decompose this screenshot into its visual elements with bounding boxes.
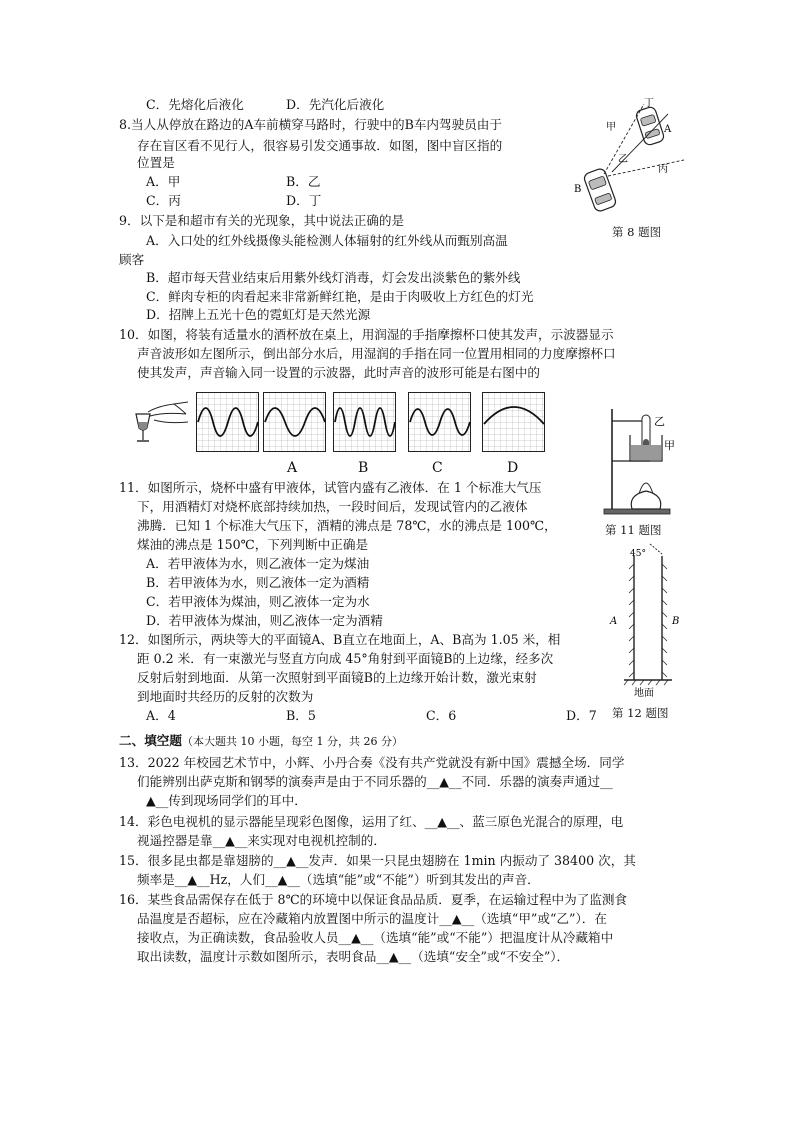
q13-line-2: 们能辨别出萨克斯和钢琴的演奏声是由于不同乐器的__▲__不同．乐器的演奏声通过__ xyxy=(137,774,613,789)
section-2-note: （本大题共 10 小题，每空 1 分，共 26 分） xyxy=(181,735,403,748)
section-2-heading xyxy=(119,733,403,750)
q15-line-2: 频率是__▲__Hz，人们__▲__（选填“能”或“不能”）听到其发出的声音． xyxy=(137,872,540,887)
q12-line-3: 反射后射到地面．从第一次照射到平面镜B的上边缘开始计数，激光束射 xyxy=(137,670,537,685)
q14-line-2: 视遥控器是靠__▲__来实现对电视机控制的． xyxy=(137,833,386,848)
q11-label-jia: 甲 xyxy=(664,439,675,452)
q10-line-3: 使其发声，声音输入同一设置的示波器，此时声音的波形可能是右图中的 xyxy=(137,365,540,380)
q11-option-b: B．若甲液体为水，则乙液体一定为酒精 xyxy=(146,575,370,590)
q8-option-c: C．丙 xyxy=(146,193,181,208)
waveform-original xyxy=(196,392,259,452)
q11-line-1: 11．如图所示，烧杯中盛有甲液体，试管内盛有乙液体．在 1 个标准大气压 xyxy=(119,480,542,495)
q16-line-1: 16．某些食品需保存在低于 8℃的环境中以保证食品品质．夏季，在运输过程中为了监测食 xyxy=(119,892,628,907)
waveform-d[interactable] xyxy=(482,392,545,452)
waveform-label-a: A xyxy=(287,460,298,476)
q13-line-3: ▲__传到现场同学们的耳中． xyxy=(146,793,307,808)
q8-caption: 第 8 题图 xyxy=(612,225,662,239)
q8-line-3: 位置是 xyxy=(137,155,175,170)
q11-option-d: D．若甲液体为煤油，则乙液体一定为酒精 xyxy=(146,613,383,628)
q9-stem: 9．以下是和超市有关的光现象，其中说法正确的是 xyxy=(119,213,405,228)
q12-option-d: D．7 xyxy=(566,708,597,723)
q12-line-2: 距 0.2 米．有一束激光与竖直方向成 45°角射到平面镜B的上边缘，经多次 xyxy=(137,651,554,666)
q12-option-b: B．5 xyxy=(286,708,316,723)
q8-figure xyxy=(572,96,692,222)
q8-label-a: A xyxy=(664,124,672,135)
q8-option-d: D．丁 xyxy=(286,193,322,208)
q15-line-1: 15．很多昆虫都是靠翅膀的__▲__发声．如果一只昆虫翅膀在 1min 内振动了 38400 次，其 xyxy=(119,853,636,868)
q11-line-2: 下，用酒精灯对烧杯底部持续加热，一段时间后，发现试管内的乙液体 xyxy=(137,499,528,514)
q11-line-3: 沸腾．已知 1 个标准大气压下，酒精的沸点是 78℃，水的沸点是 100℃， xyxy=(137,518,557,533)
section-2-title: 二、填空题 xyxy=(119,733,182,748)
q11-option-c: C．若甲液体为煤油，则乙液体一定为水 xyxy=(146,594,370,609)
q7-option-c: C．先熔化后液化 xyxy=(146,97,244,112)
q9-option-d: D．招牌上五光十色的霓虹灯是天然光源 xyxy=(146,307,371,322)
q8-label-ding: 丁 xyxy=(644,98,654,109)
q14-line-1: 14．彩色电视机的显示器能呈现彩色图像，运用了红、__▲__、蓝三原色光混合的原理，电 xyxy=(119,814,624,829)
q8-option-a: A．甲 xyxy=(146,174,181,189)
q9-option-a-cont: 顾客 xyxy=(119,252,145,267)
q7-option-d: D．先汽化后液化 xyxy=(286,97,385,112)
q16-line-4: 取出读数，温度计示数如图所示，表明食品__▲__（选填“安全”或“不安全”）． xyxy=(137,949,570,964)
q12-label-b: B xyxy=(672,616,680,627)
q12-option-c: C．6 xyxy=(426,708,457,723)
q12-angle-label: 45° xyxy=(630,549,646,559)
q12-option-a: A．4 xyxy=(146,708,176,723)
q11-option-a: A．若甲液体为水，则乙液体一定为煤油 xyxy=(146,556,370,571)
q11-label-yi: 乙 xyxy=(654,415,665,428)
q8-label-jia: 甲 xyxy=(606,122,616,133)
waveform-label-b: B xyxy=(358,460,369,476)
q9-option-a: A．入口处的红外线摄像头能检测人体辐射的红外线从而甄别高温 xyxy=(146,233,508,248)
waveform-label-c: C xyxy=(432,460,443,476)
q8-label-b: B xyxy=(574,184,582,195)
q9-option-b: B．超市每天营业结束后用紫外线灯消毒，灯会发出淡紫色的紫外线 xyxy=(146,270,521,285)
q11-figure xyxy=(602,405,682,520)
q11-caption: 第 11 题图 xyxy=(605,523,662,537)
q8-option-b: B．乙 xyxy=(286,174,321,189)
q12-line-1: 12．如图所示，两块等大的平面镜A、B直立在地面上，A、B高为 1.05 米，相 xyxy=(119,632,561,647)
q12-label-a: A xyxy=(610,616,618,627)
q12-ground-label: 地面 xyxy=(634,688,654,699)
waveform-a[interactable] xyxy=(263,392,326,452)
q10-line-1: 10．如图，将装有适量水的酒杯放在桌上，用润湿的手指摩擦杯口使其发声，示波器显示 xyxy=(119,327,614,342)
car-b-icon xyxy=(583,167,617,212)
q12-line-4: 到地面时共经历的反射的次数为 xyxy=(137,689,314,704)
q8-label-bing: 丙 xyxy=(658,164,668,175)
q16-line-3: 接收点，为正确读数，食品验收人员__▲__（选填“能”或“不能”）把温度计从冷藏箱中 xyxy=(137,930,614,945)
waveform-c[interactable] xyxy=(408,392,471,452)
q8-line-1: 8.当人从停放在路边的A车前横穿马路时，行驶中的B车内驾驶员由于 xyxy=(119,117,502,132)
q16-line-2: 品温度是否超标，应在冷藏箱内放置图中所示的温度计__▲__（选填“甲”或“乙”）．在 xyxy=(137,911,607,926)
q11-line-4: 煤油的沸点是 150℃，下列判断中正确是 xyxy=(137,537,369,552)
q12-figure xyxy=(604,540,684,702)
q8-line-2: 存在盲区看不见行人，很容易引发交通事故．如图，图中盲区指的 xyxy=(137,138,503,153)
q10-line-2: 声音波形如左图所示，倒出部分水后，用湿润的手指在同一位置用相同的力度摩擦杯口 xyxy=(137,346,616,361)
q9-option-c: C．鲜肉专柜的肉看起来非常新鲜红艳，是由于肉吸收上方红色的灯光 xyxy=(146,289,534,304)
waveform-label-d: D xyxy=(507,460,519,476)
q12-caption: 第 12 题图 xyxy=(612,706,669,720)
q13-line-1: 13．2022 年校园艺术节中，小辉、小丹合奏《没有共产党就没有新中国》震撼全场．同学 xyxy=(119,755,625,770)
wineglass-hand-figure xyxy=(128,400,192,450)
waveform-b[interactable] xyxy=(333,392,396,452)
q8-label-yi: 乙 xyxy=(618,154,628,165)
